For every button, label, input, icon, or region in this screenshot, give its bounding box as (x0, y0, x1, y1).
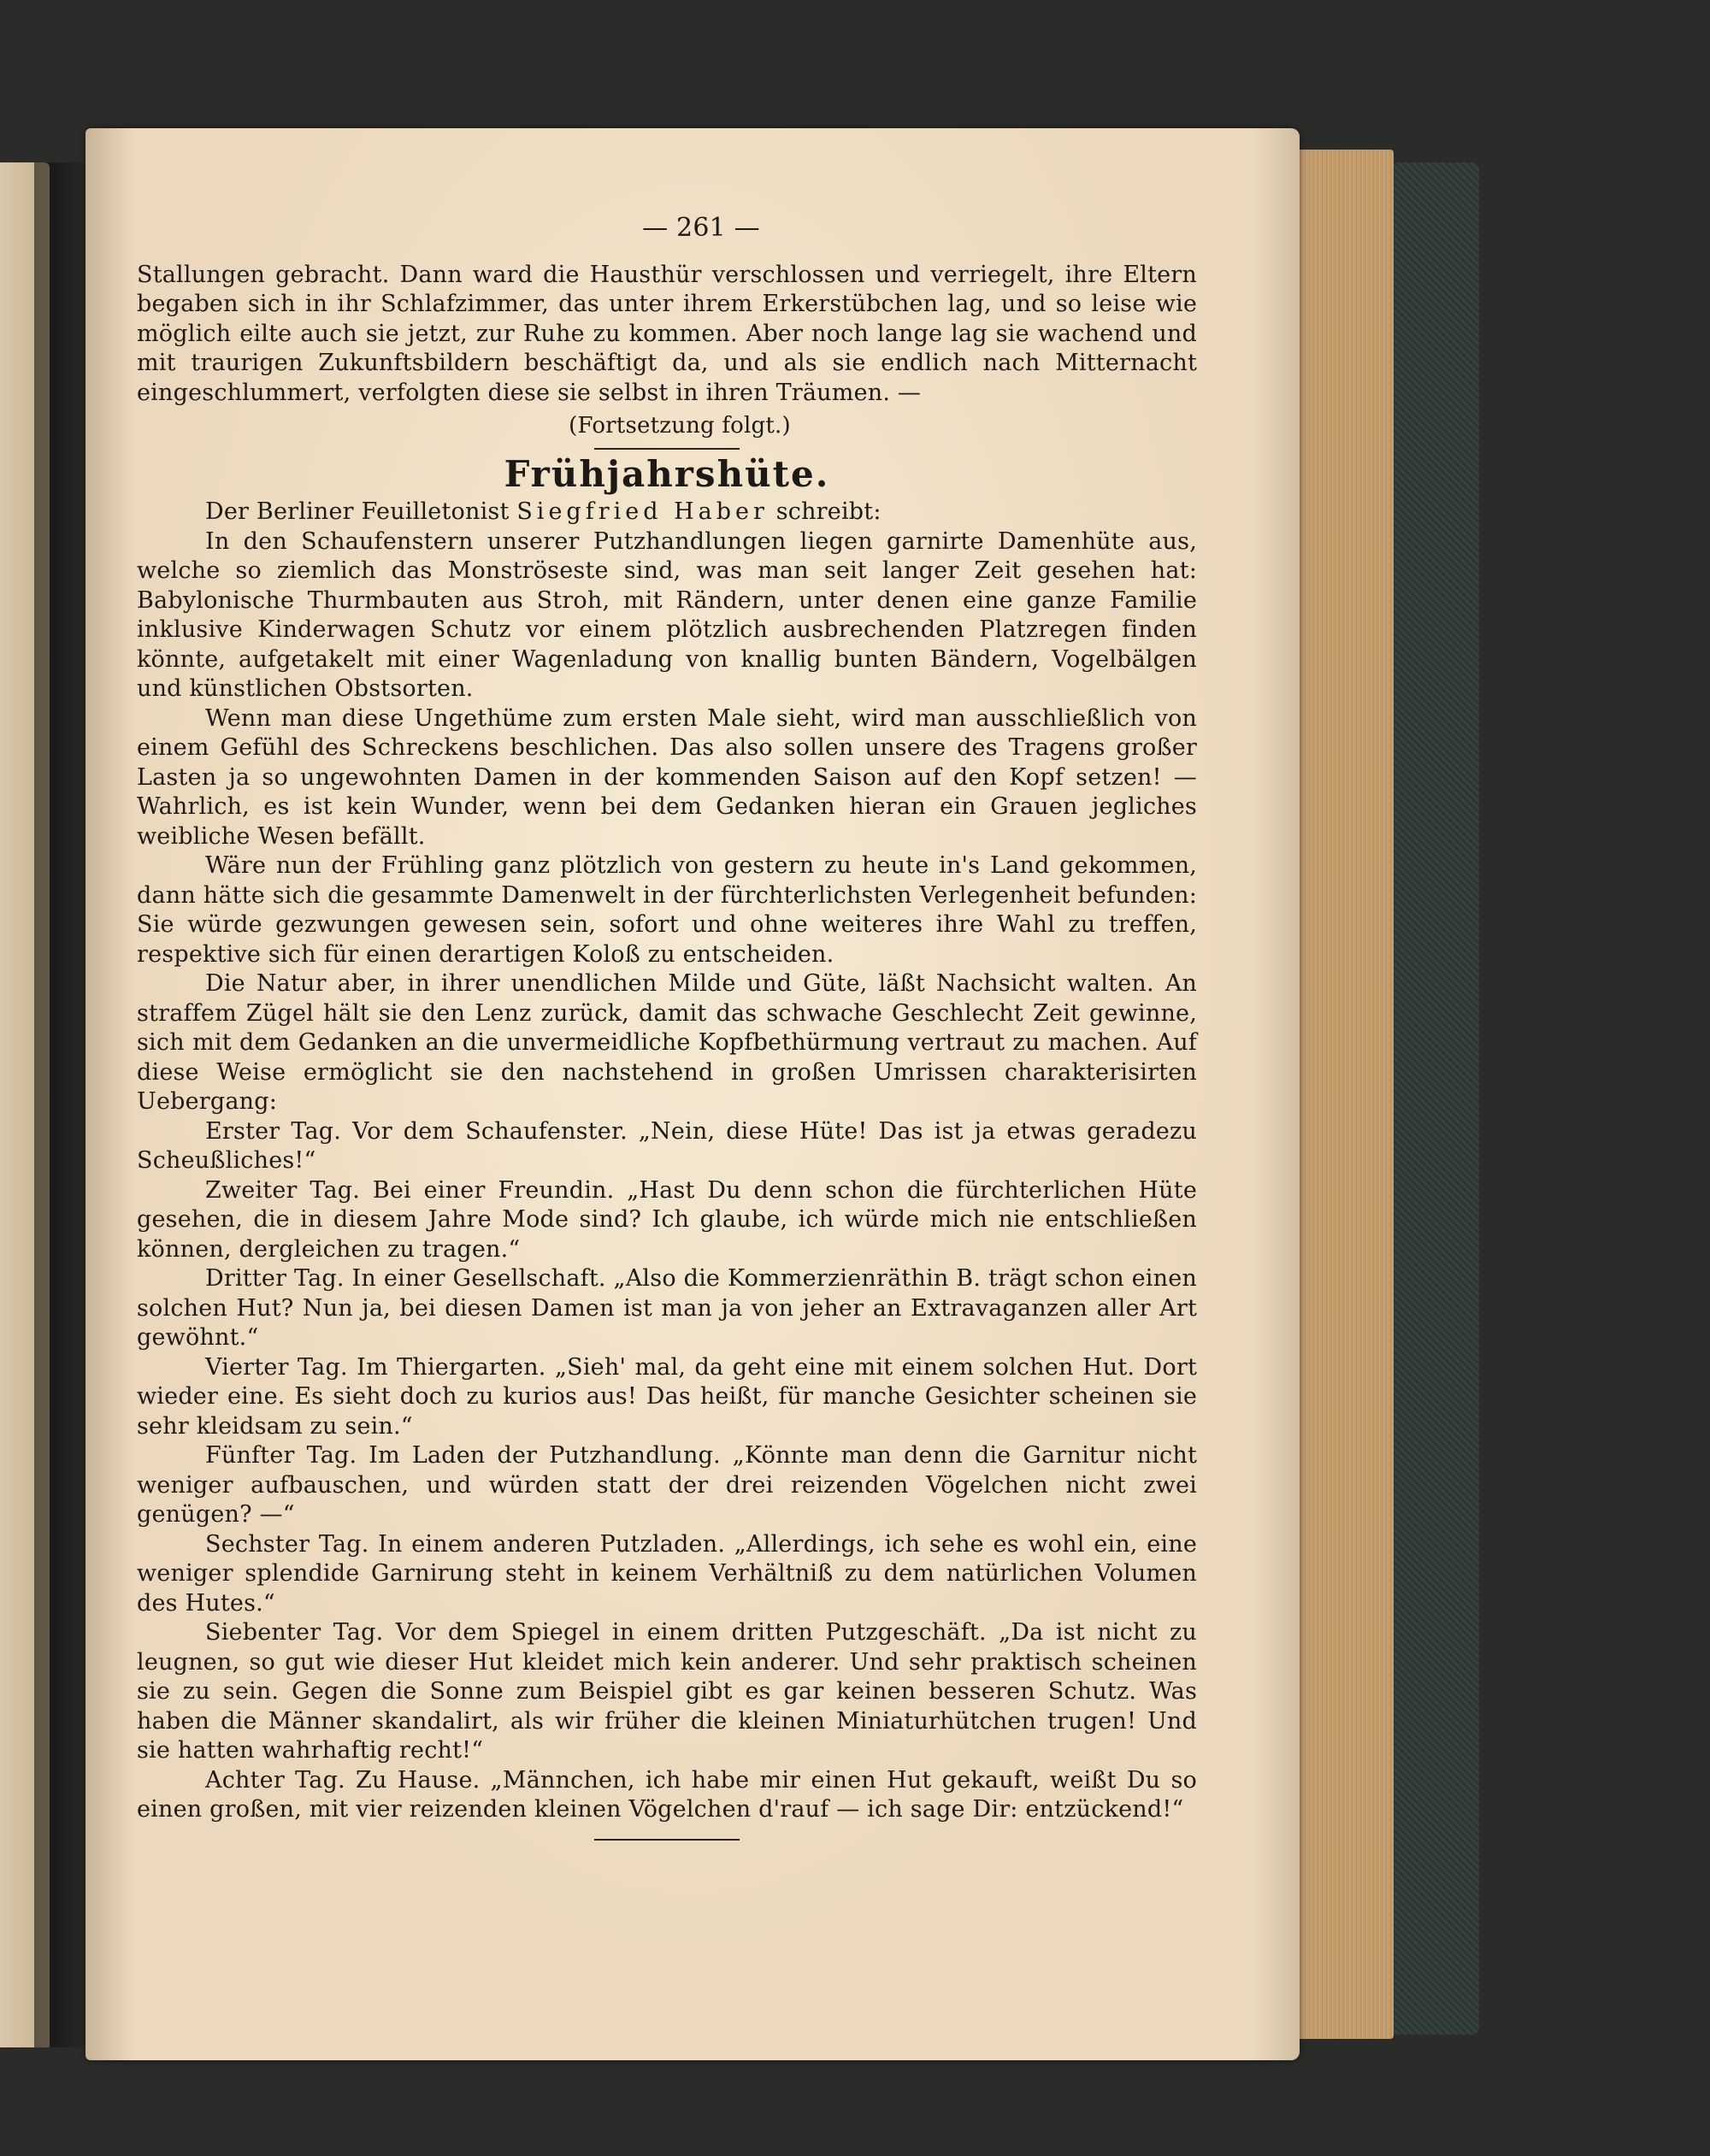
continued-paragraph: Stallungen gebracht. Dann ward die Hausthür verschlossen und verriegelt, ihre Eltern begaben sich in ihr Schlafzimmer, das unter ihrem Erkerstübchen lag, und so leise wie möglich eilte auch sie jetzt, zur Ruhe zu kommen. Aber noch lange lag sie wachend und mit traurigen Zukunftsbildern beschäftigt da, und als sie endlich nach Mitternacht eingeschlummert, verfolgten diese sie selbst in ihren Träumen. — (137, 261, 1197, 406)
author-name: Siegfried Haber (516, 498, 769, 525)
paragraph: Die Natur aber, in ihrer unendlichen Milde und Güte, läßt Nachsicht walten. An straffem Zügel hält sie den Lenz zurück, damit das schwache Geschlecht Zeit gewinne, sich mit dem Gedanken an die unvermeidliche Kopfbethürmung vertraut zu machen. Auf diese Weise ermöglicht sie den nachstehend in großen Umrissen charakterisirten Uebergang: (137, 970, 1197, 1115)
paragraph: Wenn man diese Ungethüme zum ersten Male sieht, wird man ausschließlich von einem Gefühl des Schreckens beschlichen. Das also sollen unsere des Tragens großer Lasten ja so ungewohnten Damen in der kommenden Saison auf den Kopf setzen! — Wahrlich, es ist kein Wunder, wenn bei dem Gedanken hieran ein Grauen jegliches weibliche Wesen befällt. (137, 704, 1197, 850)
paragraph-day-8: Achter Tag. Zu Hause. „Männchen, ich habe mir einen Hut gekauft, weißt Du so einen großen, mit vier reizenden kleinen Vögelchen d'rauf — ich sage Dir: entzückend!“ (137, 1766, 1197, 1823)
paragraph-day-7: Siebenter Tag. Vor dem Spiegel in einem dritten Putzgeschäft. „Da ist nicht zu leugnen, so gut wie dieser Hut kleidet mich kein anderer. Und sehr praktisch scheinen sie zu sein. Gegen die Sonne zum Beispiel gibt es gar keinen besseren Schutz. Was haben die Männer skandalirt, als wir früher die kleinen Miniaturhütchen trugen! Und sie hatten wahrhaftig recht!“ (137, 1619, 1197, 1764)
page-text-block (137, 214, 1197, 1841)
paragraph-day-1: Erster Tag. Vor dem Schaufenster. „Nein, diese Hüte! Das ist ja etwas geradezu Scheußliches!“ (137, 1117, 1197, 1174)
intro-suffix: schreibt: (775, 498, 882, 525)
end-divider (594, 1839, 740, 1841)
paragraph-day-5: Fünfter Tag. Im Laden der Putzhandlung. „Könnte man denn die Garnitur nicht weniger aufbauschen, und würden statt der drei reizenden Vögelchen nicht zwei genügen? —“ (137, 1442, 1197, 1528)
intro-prefix: Der Berliner Feuilletonist (205, 498, 510, 525)
paragraph-day-4: Vierter Tag. Im Thiergarten. „Sieh' mal, da geht eine mit einem solchen Hut. Dort wieder eine. Es sieht doch zu kurios aus! Das heißt, für manche Gesichter scheinen sie sehr kleidsam zu sein.“ (137, 1353, 1197, 1440)
section-title: Frühjahrshüte. (504, 452, 830, 495)
section-divider (594, 448, 740, 450)
paragraph: In den Schaufenstern unserer Putzhandlungen liegen garnirte Damenhüte aus, welche so ziemlich das Monströseste sind, was man seit langer Zeit gesehen hat: Babylonische Thurmbauten aus Stroh, mit Rändern, unter denen eine ganze Familie inklusive Kinderwagen Schutz vor einem plötzlich ausbrechenden Platzregen finden könnte, aufgetakelt mit einer Wagenladung von knallig bunten Bändern, Vogelbälgen und künstlichen Obstsorten. (137, 527, 1197, 702)
page-number: — 261 — (642, 213, 760, 243)
paragraph-day-2: Zweiter Tag. Bei einer Freundin. „Hast Du denn schon die fürchterlichen Hüte gesehen, die in diesem Jahre Mode sind? Ich glaube, ich würde mich nie entschließen können, dergleichen zu tragen.“ (137, 1176, 1197, 1263)
paragraph-day-3: Dritter Tag. In einer Gesellschaft. „Also die Kommerzienräthin B. trägt schon einen solchen Hut? Nun ja, bei diesen Damen ist man ja von jeher an Extravaganzen aller Art gewöhnt.“ (137, 1265, 1197, 1351)
paragraph-day-6: Sechster Tag. In einem anderen Putzladen. „Allerdings, ich sehe es wohl ein, eine weniger splendide Garnirung steht in keinem Verhältniß zu dem natürlichen Volumen des Hutes.“ (137, 1530, 1197, 1617)
intro-line (137, 498, 1197, 527)
paragraph: Wäre nun der Frühling ganz plötzlich von gestern zu heute in's Land gekommen, dann hätte sich die gesammte Damenwelt in der fürchterlichsten Verlegenheit befunden: Sie würde gezwungen gewesen sein, sofort und ohne weiteres ihre Wahl zu treffen, respektive sich für einen derartigen Koloß zu entscheiden. (137, 852, 1197, 968)
continuation-note: (Fortsetzung folgt.) (569, 413, 791, 439)
